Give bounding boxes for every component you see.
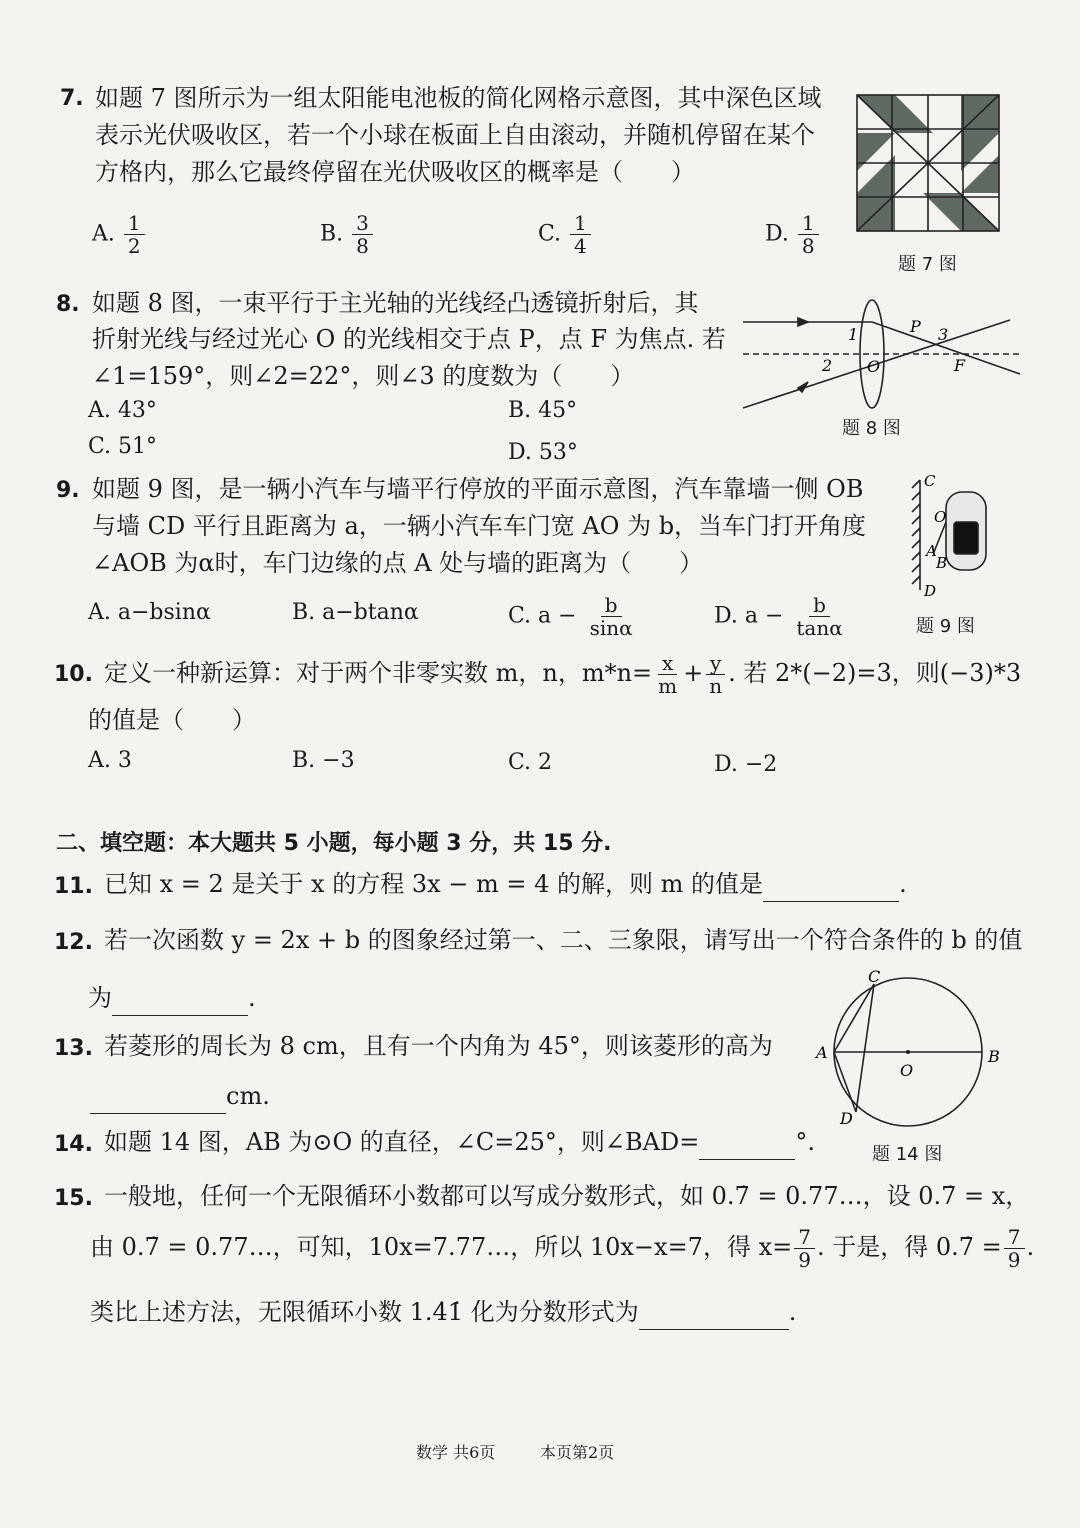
- q9-label-b: B: [936, 554, 948, 572]
- q9-option-d: D. a − $\frac{b}{\tan\alpha}$: [714, 593, 843, 640]
- q15-answer-blank[interactable]: [639, 1303, 789, 1330]
- q9-option-c: C. a − $\frac{b}{\sin\alpha}$: [508, 593, 633, 640]
- q9-label-o: O: [934, 508, 947, 526]
- q13-answer-blank[interactable]: [90, 1087, 226, 1114]
- q8-label-f: F: [954, 356, 966, 375]
- q7-number: 7.: [60, 86, 84, 111]
- q8-line2: 折射光线与经过光心 O 的光线相交于点 P，点 F 为焦点. 若: [92, 325, 726, 353]
- q13-text: 若菱形的周长为 8 cm，且有一个内角为 45°，则该菱形的高为: [104, 1032, 773, 1060]
- q14-label-d: D: [840, 1109, 853, 1128]
- q7-grid-figure: [852, 90, 1004, 236]
- q9-line1: 如题 9 图，是一辆小汽车与墙平行停放的平面示意图，汽车靠墙一侧 OB: [92, 475, 864, 503]
- q8-label-1: 1: [848, 325, 859, 344]
- q11-answer-blank[interactable]: [763, 875, 899, 902]
- q10-line2: 的值是（ ）: [88, 706, 256, 734]
- q8-option-c: C. 51°: [88, 434, 158, 459]
- q7-option-a: A. $\frac{1}{2}$: [92, 212, 147, 257]
- q11-number: 11.: [54, 874, 93, 899]
- q14-label-o: O: [900, 1061, 914, 1080]
- footer-total-pages: 数学 共6页: [416, 1443, 496, 1462]
- q14-circle-figure: [812, 966, 1012, 1130]
- q9-number: 9.: [56, 478, 80, 503]
- q12-answer-blank[interactable]: [112, 989, 248, 1016]
- section-2-heading: 二、填空题：本大题共 5 小题，每小题 3 分，共 15 分.: [56, 831, 612, 856]
- q8-option-b: B. 45°: [508, 398, 578, 423]
- q9-label-a: A: [926, 542, 937, 560]
- q14-answer-blank[interactable]: [699, 1133, 795, 1160]
- q9-line2: 与墙 CD 平行且距离为 a，一辆小汽车车门宽 AO 为 b，当车门打开角度: [92, 512, 867, 540]
- q14-number: 14.: [54, 1132, 93, 1157]
- q12-text: 若一次函数 y = 2x + b 的图象经过第一、二、三象限，请写出一个符合条件的 b 的值: [104, 926, 1023, 954]
- q8-label-o: O: [867, 357, 881, 376]
- q8-option-d: D. 53°: [508, 440, 578, 465]
- q9-line3: ∠AOB 为α时，车门边缘的点 A 处与墙的距离为（ ）: [92, 549, 704, 577]
- q15-line1: 一般地，任何一个无限循环小数都可以写成分数形式，如 0.7̇ = 0.77…，设 0.7̇ = x，: [104, 1182, 1030, 1210]
- q10-option-d: D. −2: [714, 752, 778, 777]
- q9-label-d: D: [924, 582, 937, 598]
- q14-caption: 题 14 图: [872, 1144, 943, 1165]
- q7-option-b: B. $\frac{3}{8}$: [320, 212, 375, 257]
- q14-text: 如题 14 图，AB 为⊙O 的直径，∠C=25°，则∠BAD= °.: [104, 1124, 815, 1160]
- q7-caption: 题 7 图: [898, 254, 957, 275]
- q10-option-c: C. 2: [508, 750, 553, 775]
- q7-line3: 方格内，那么它最终停留在光伏吸收区的概率是（ ）: [95, 158, 695, 186]
- q8-line1: 如题 8 图，一束平行于主光轴的光线经凸透镜折射后，其: [92, 289, 699, 317]
- q12-number: 12.: [54, 930, 93, 955]
- q15-line2: 由 0.7̇ = 0.77…，可知，10x=7.77…，所以 10x−x=7，得 x= $\frac{7}{9}$ . 于是，得 0.7̇ = $\frac{7}{9}$ .: [90, 1225, 1035, 1272]
- q14-label-a: A: [816, 1043, 828, 1062]
- q14-label-c: C: [868, 967, 881, 986]
- q10-number: 10.: [54, 662, 93, 687]
- q9-caption: 题 9 图: [916, 616, 975, 637]
- q10-option-a: A. 3: [88, 748, 132, 773]
- q10-line1: 定义一种新运算：对于两个非零实数 m，n，m*n= $\frac{x}{m}$ + $\frac{y}{n}$ . 若 2*(−2)=3，则(−3)*3: [104, 651, 1022, 698]
- q10-option-b: B. −3: [292, 748, 355, 773]
- q12-line2: 为 .: [88, 980, 256, 1016]
- footer-current-page: 本页第2页: [540, 1443, 615, 1462]
- q7-line2: 表示光伏吸收区，若一个小球在板面上自由滚动，并随机停留在某个: [95, 121, 815, 149]
- q8-caption: 题 8 图: [842, 418, 901, 439]
- q8-number: 8.: [56, 292, 80, 317]
- q8-lens-figure: [738, 296, 1028, 414]
- q7-line1: 如题 7 图所示为一组太阳能电池板的简化网格示意图，其中深色区域: [95, 84, 822, 112]
- q8-line3: ∠1=159°，则∠2=22°，则∠3 的度数为（ ）: [92, 362, 635, 390]
- q15-line3: 类比上述方法，无限循环小数 1.4̇1̇ 化为分数形式为 .: [90, 1294, 796, 1330]
- q8-label-2: 2: [822, 356, 833, 375]
- q9-option-b: B. a−btanα: [292, 600, 419, 625]
- q11-text: 已知 x = 2 是关于 x 的方程 3x − m = 4 的解，则 m 的值是 .: [104, 866, 907, 902]
- q13-number: 13.: [54, 1036, 93, 1061]
- q9-label-c: C: [924, 472, 936, 490]
- q15-number: 15.: [54, 1186, 93, 1211]
- q8-label-3: 3: [938, 325, 949, 344]
- q8-label-p: P: [910, 317, 921, 336]
- q14-label-b: B: [988, 1047, 1000, 1066]
- q9-option-a: A. a−bsinα: [88, 600, 211, 625]
- q7-option-c: C. $\frac{1}{4}$: [538, 212, 593, 257]
- q7-option-d: D. $\frac{1}{8}$: [765, 212, 821, 257]
- q9-car-figure: [902, 470, 996, 598]
- q8-option-a: A. 43°: [88, 398, 157, 423]
- q13-line2: cm.: [90, 1078, 270, 1114]
